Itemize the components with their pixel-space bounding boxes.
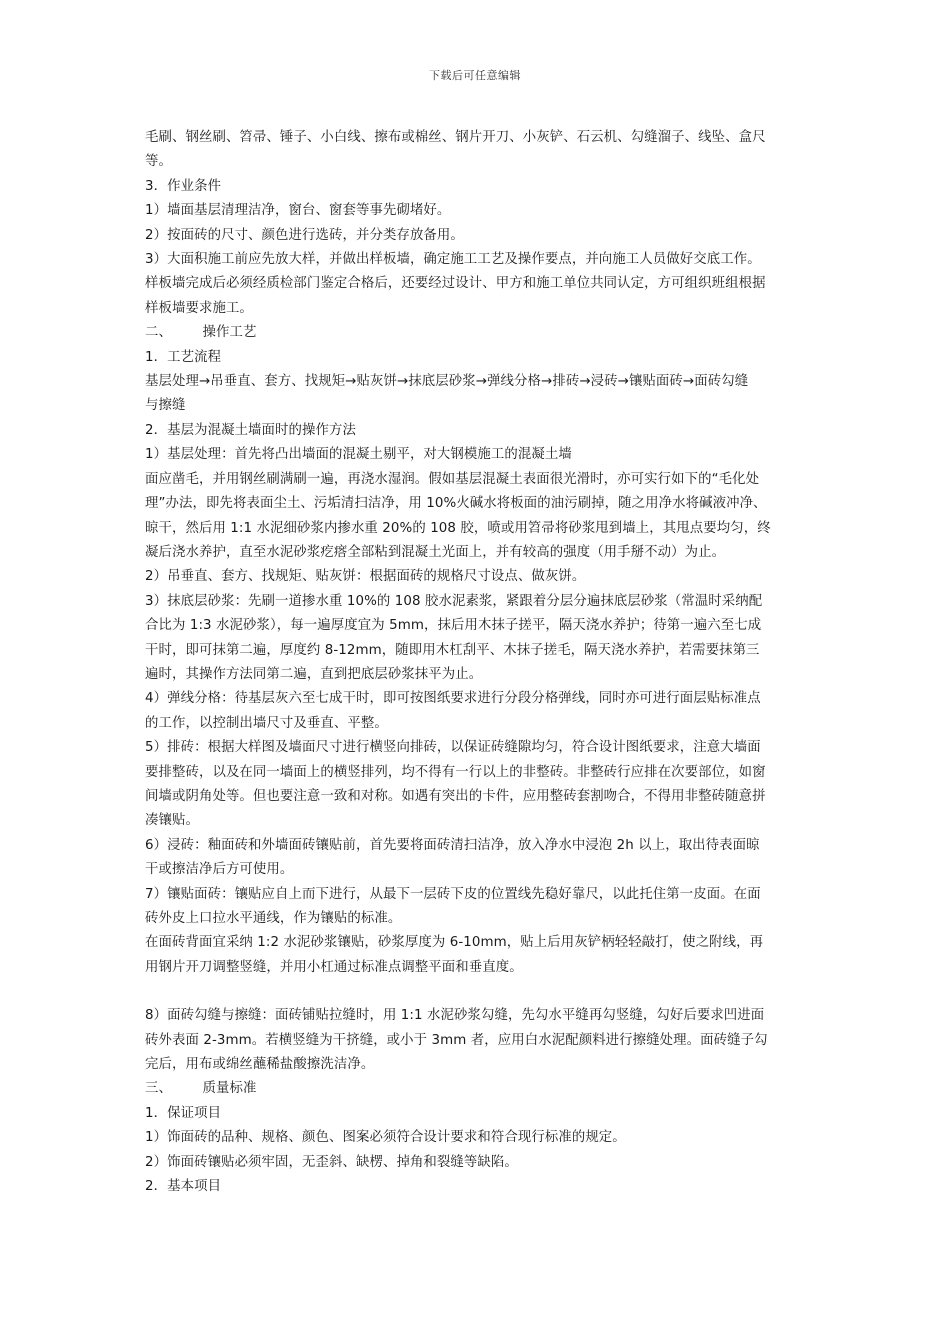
text-line: 晾干，然后用 1:1 水泥细砂浆内掺水重 20%的 108 胶，喷或用笤帚将砂浆甩到墙上，其甩点要均匀，终 (145, 520, 771, 536)
text-line: 面应凿毛，并用钢丝刷满刷一遍，再浇水湿润。假如基层混凝土表面很光滑时，亦可实行如下的“毛化处 (145, 471, 760, 487)
text-line: 4）弹线分格：待基层灰六至七成干时，即可按图纸要求进行分段分格弹线，同时亦可进行面层贴标准点 (145, 691, 761, 707)
document-body (145, 126, 805, 1199)
text-line: 8）面砖勾缝与擦缝：面砖铺贴拉缝时，用 1:1 水泥砂浆勾缝，先勾水平缝再勾竖缝，勾好后要求凹进面 (145, 1008, 765, 1024)
chapter-heading: 二、 操作工艺 (145, 325, 257, 341)
text-line: 3）大面积施工前应先放大样，并做出样板墙，确定施工工艺及操作要点，并向施工人员做好交底工作。 (145, 252, 761, 268)
text-line: 干或擦洁净后方可使用。 (145, 862, 294, 878)
text-line: 合比为 1:3 水泥砂浆），每一遍厚度宜为 5mm，抹后用木抹子搓平，隔天浇水养护；待第一遍六至七成 (145, 618, 762, 634)
text-line: 样板墙要求施工。 (145, 300, 253, 316)
text-line: 5）排砖：根据大样图及墙面尺寸进行横竖向排砖，以保证砖缝隙均匀，符合设计图纸要求，注意大墙面 (145, 740, 761, 756)
text-line: 砖外皮上口拉水平通线，作为镶贴的标准。 (145, 911, 402, 926)
text-line: 7）镶贴面砖：镶贴应自上而下进行，从最下一层砖下皮的位置线先稳好靠尺，以此托住第一皮面。在面 (145, 886, 761, 902)
text-line: 2）按面砖的尺寸、颜色进行选砖，并分类存放备用。 (145, 227, 464, 243)
text-line: 干时，即可抹第二遍，厚度约 8-12mm，随即用木杠刮平、木抹子搓毛，隔天浇水养护，若需要抹第三 (145, 642, 760, 658)
section-heading: 3．作业条件 (145, 178, 222, 194)
text-line: 3）抹底层砂浆：先刷一道掺水重 10%的 108 胶水泥素浆，紧跟着分层分遍抹底层砂浆（常温时采纳配 (145, 593, 763, 609)
section-heading: 2．基层为混凝土墙面时的操作方法 (145, 422, 356, 438)
text-line: 2）饰面砖镶贴必须牢固，无歪斜、缺楞、掉角和裂缝等缺陷。 (145, 1154, 518, 1170)
text-line: 基层处理→吊垂直、套方、找规矩→贴灰饼→抹底层砂浆→弹线分格→排砖→浸砖→镶贴面砖→面砖勾缝 (145, 374, 749, 390)
text-line: 与擦缝 (145, 398, 186, 414)
text-line: 完后，用布或绵丝蘸稀盐酸擦洗洁净。 (145, 1057, 375, 1073)
text-line: 要排整砖，以及在同一墙面上的横竖排列，均不得有一行以上的非整砖。非整砖行应排在次要部位，如窗 (145, 764, 766, 780)
text-line: 的工作，以控制出墙尺寸及垂直、平整。 (145, 715, 388, 731)
text-line: 在面砖背面宜采纳 1:2 水泥砂浆镶贴，砂浆厚度为 6-10mm，贴上后用灰铲柄轻轻敲打，使之附线，再 (145, 935, 764, 951)
chapter-heading: 三、 质量标准 (145, 1081, 257, 1097)
text-line: 1）基层处理：首先将凸出墙面的混凝土剔平，对大钢模施工的混凝土墙 (145, 447, 572, 463)
section-heading: 2．基本项目 (145, 1179, 222, 1195)
text-line: 6）浸砖：釉面砖和外墙面砖镶贴前，首先要将面砖清扫洁净，放入净水中浸泡 2h 以上，取出待表面晾 (145, 837, 760, 853)
text-line: 1）饰面砖的品种、规格、颜色、图案必须符合设计要求和符合现行标准的规定。 (145, 1130, 626, 1146)
text-line: 凑镶贴。 (145, 813, 199, 829)
text-line: 用钢片开刀调整竖缝，并用小杠通过标准点调整平面和垂直度。 (145, 959, 523, 975)
section-heading: 1．保证项目 (145, 1105, 222, 1121)
section-heading: 1．工艺流程 (145, 349, 222, 365)
text-line: 2）吊垂直、套方、找规矩、贴灰饼：根据面砖的规格尺寸设点、做灰饼。 (145, 569, 586, 585)
text-line: 遍时，其操作方法同第二遍，直到把底层砂浆抹平为止。 (145, 666, 483, 682)
text-line: 理”办法，即先将表面尘土、污垢清扫洁净，用 10%火碱水将板面的油污刷掉，随之用净水将碱液冲净、 (145, 496, 767, 512)
text-line: 1）墙面基层清理洁净，窗台、窗套等事先砌堵好。 (145, 203, 451, 219)
page-header: 下载后可任意编辑 (429, 69, 521, 82)
text-line: 砖外表面 2-3mm。若横竖缝为干挤缝，或小于 3mm 者，应用白水泥配颜料进行擦缝处理。面砖缝子勾 (145, 1032, 768, 1048)
text-line: 凝后浇水养护，直至水泥砂浆疙瘩全部粘到混凝土光面上，并有较高的强度（用手掰不动）为止。 (145, 544, 726, 560)
text-line: 样板墙完成后必须经质检部门鉴定合格后，还要经过设计、甲方和施工单位共同认定，方可组织班组根据 (145, 276, 766, 292)
text-line: 等。 (145, 154, 172, 170)
text-line: 间墙或阴角处等。但也要注意一致和对称。如遇有突出的卡件，应用整砖套割吻合，不得用非整砖随意拼 (145, 788, 766, 804)
text-line: 毛刷、钢丝刷、笤帚、锤子、小白线、擦布或棉丝、钢片开刀、小灰铲、石云机、勾缝溜子、线坠、盒尺 (145, 130, 766, 145)
blank-line (145, 980, 805, 1004)
